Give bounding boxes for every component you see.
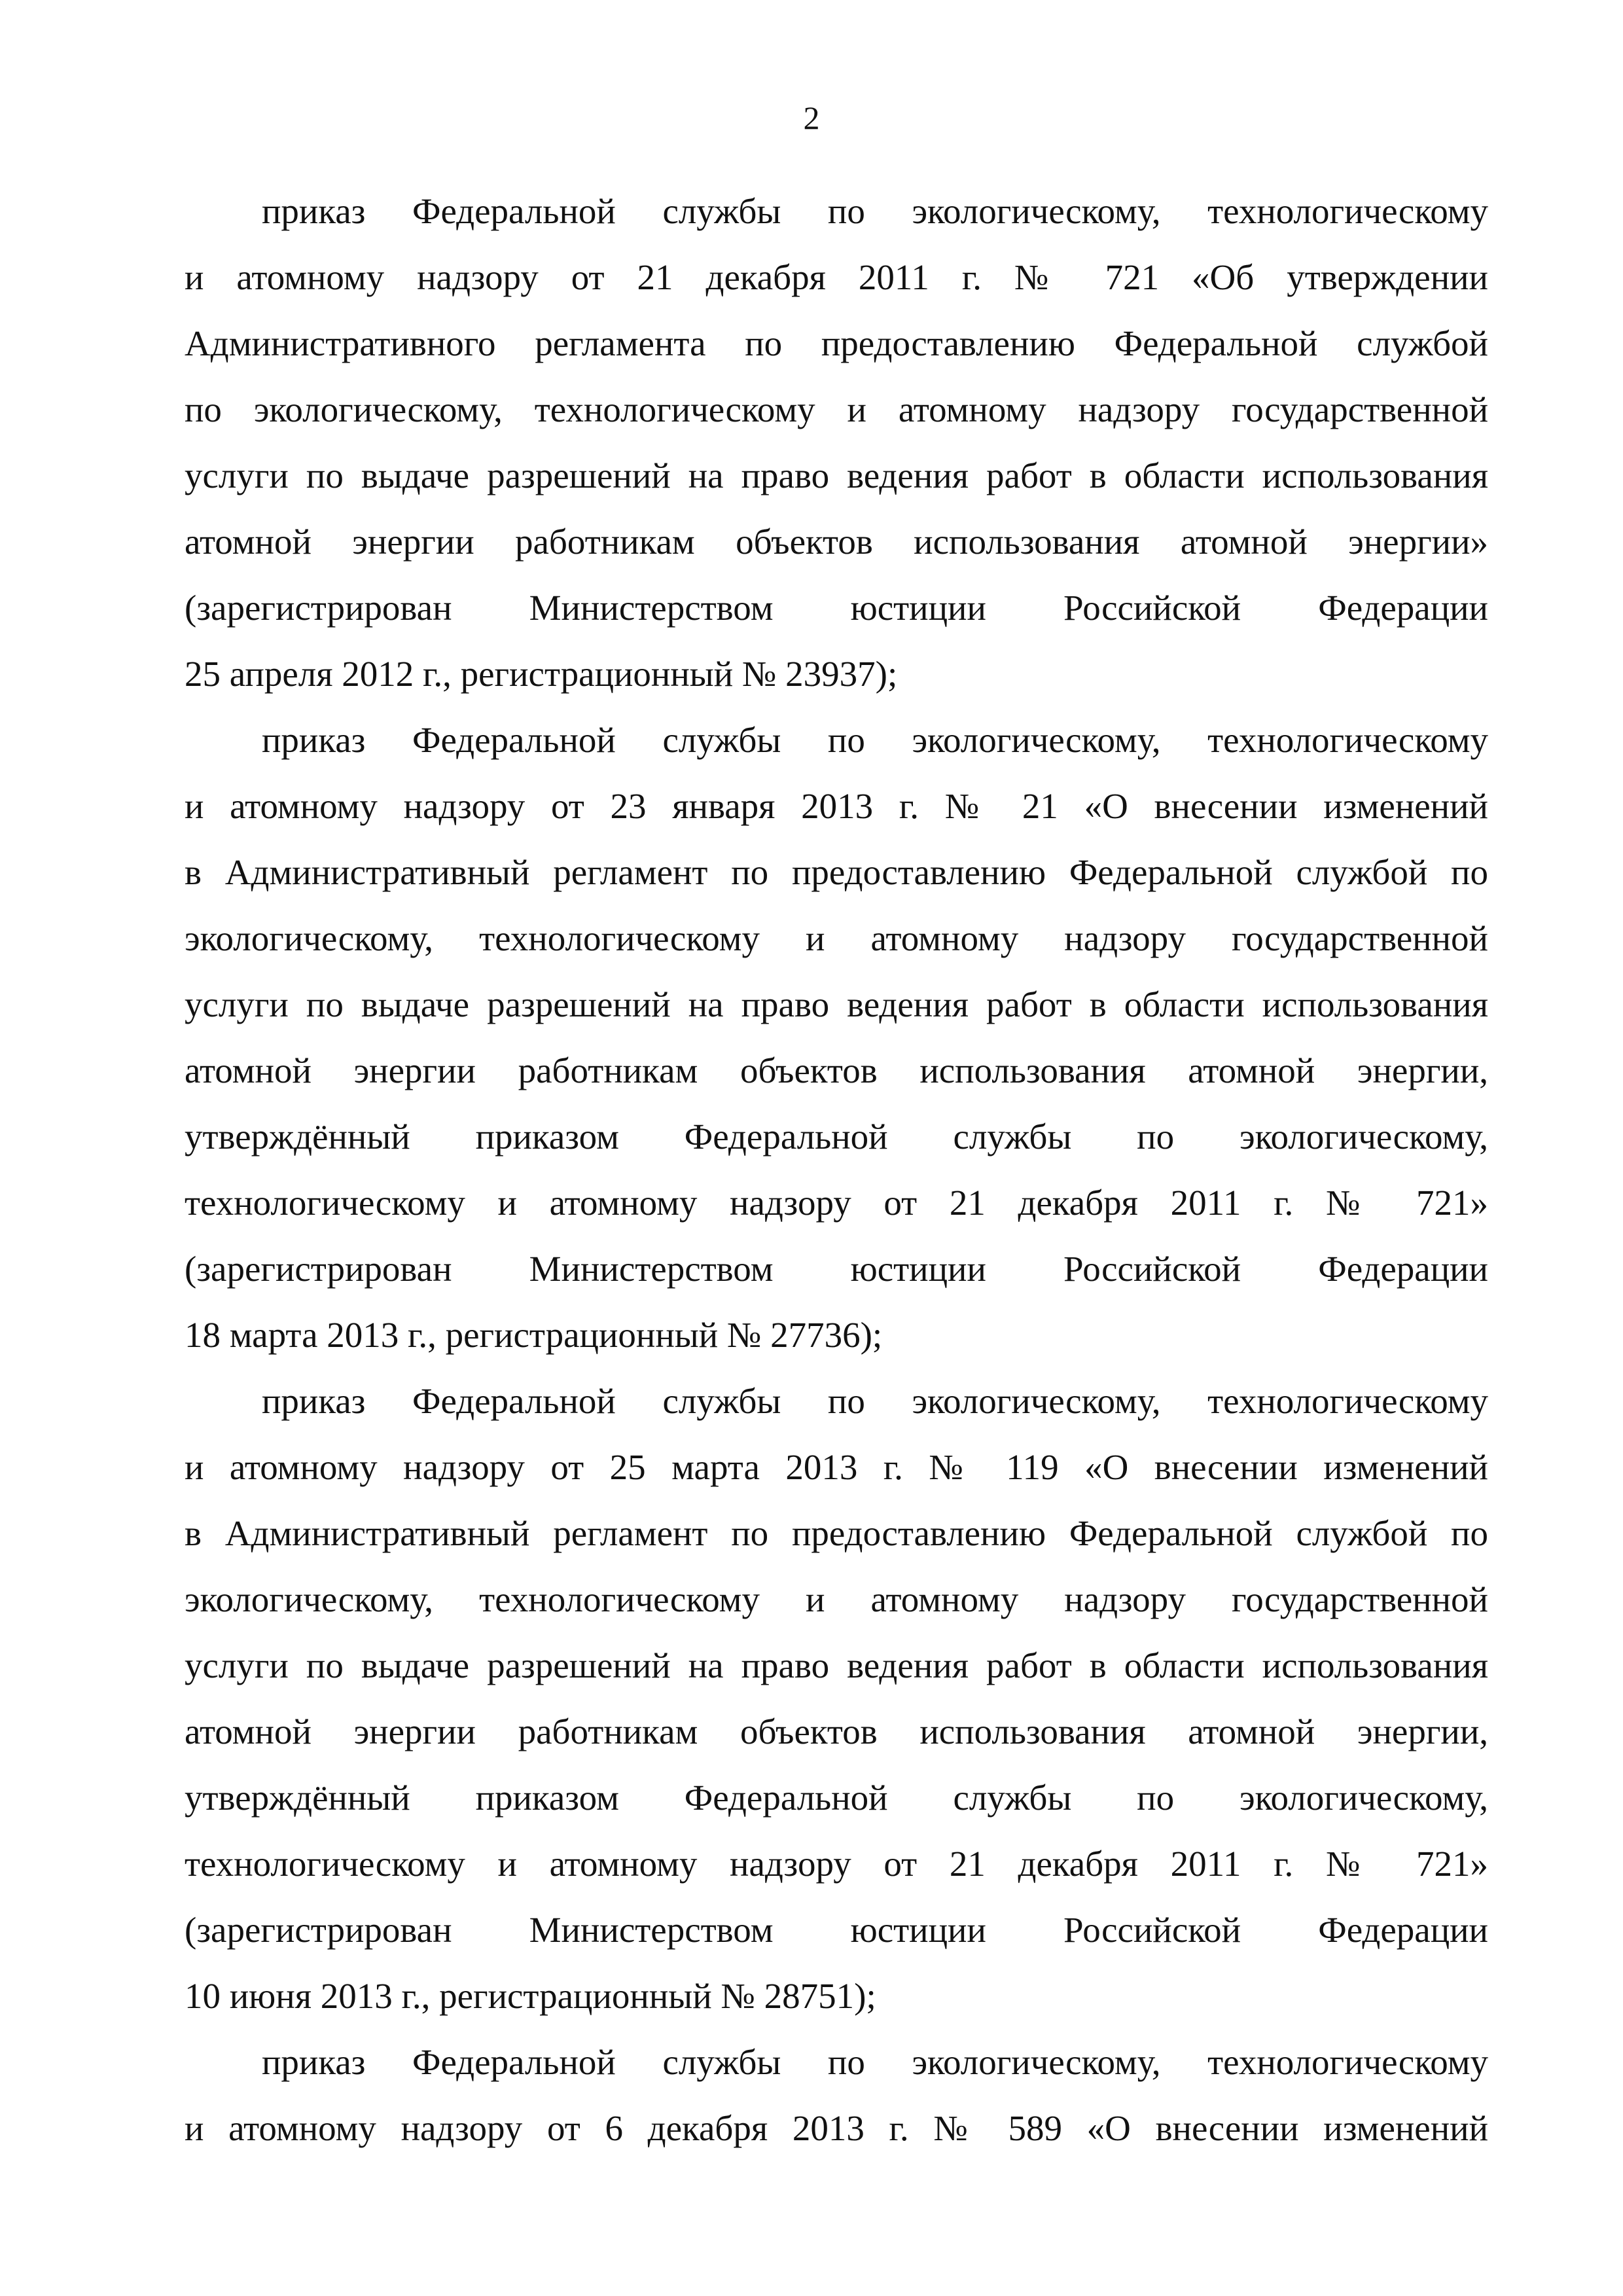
text-line: (зарегистрирован Министерством юстиции Российской Федерации bbox=[185, 1249, 1488, 1289]
text-line: и атомному надзору от 21 декабря 2011 г. № 721 «Об утверждении bbox=[185, 257, 1488, 297]
text-line: в Административный регламент по предоставлению Федеральной службой по bbox=[185, 852, 1488, 892]
text-line: атомной энергии работникам объектов использования атомной энергии, bbox=[185, 1712, 1488, 1751]
text-line: экологическому, технологическому и атомному надзору государственной bbox=[185, 1579, 1488, 1619]
paragraph-order-721 bbox=[185, 178, 1488, 707]
page-number: 2 bbox=[803, 99, 820, 136]
text-line: утверждённый приказом Федеральной службы по экологическому, bbox=[185, 1778, 1488, 1818]
text-line: атомной энергии работникам объектов использования атомной энергии, bbox=[185, 1050, 1488, 1090]
text-line: услуги по выдаче разрешений на право ведения работ в области использования bbox=[185, 984, 1488, 1024]
paragraph-order-589 bbox=[185, 2029, 1488, 2161]
text-line: услуги по выдаче разрешений на право ведения работ в области использования bbox=[185, 1645, 1488, 1685]
text-line: и атомному надзору от 23 января 2013 г. № 21 «О внесении изменений bbox=[185, 786, 1488, 826]
text-line: приказ Федеральной службы по экологическому, технологическому bbox=[262, 191, 1488, 231]
text-line: технологическому и атомному надзору от 21 декабря 2011 г. № 721» bbox=[185, 1844, 1488, 1884]
text-line: Административного регламента по предоставлению Федеральной службой bbox=[185, 323, 1488, 363]
text-line: атомной энергии работникам объектов использования атомной энергии» bbox=[185, 522, 1488, 562]
text-line: и атомному надзору от 6 декабря 2013 г. № 589 «О внесении изменений bbox=[185, 2108, 1488, 2148]
text-line: экологическому, технологическому и атомному надзору государственной bbox=[185, 918, 1488, 958]
text-line: приказ Федеральной службы по экологическому, технологическому bbox=[262, 2042, 1488, 2082]
text-line: утверждённый приказом Федеральной службы по экологическому, bbox=[185, 1117, 1488, 1157]
document-body bbox=[185, 178, 1488, 2161]
paragraph-order-21 bbox=[185, 707, 1488, 1368]
text-line: приказ Федеральной службы по экологическому, технологическому bbox=[262, 1381, 1488, 1421]
text-line: (зарегистрирован Министерством юстиции Российской Федерации bbox=[185, 588, 1488, 628]
text-line: в Административный регламент по предоставлению Федеральной службой по bbox=[185, 1513, 1488, 1553]
text-line: 25 апреля 2012 г., регистрационный № 23937); bbox=[185, 654, 898, 694]
text-line: услуги по выдаче разрешений на право ведения работ в области использования bbox=[185, 456, 1488, 495]
text-line: технологическому и атомному надзору от 21 декабря 2011 г. № 721» bbox=[185, 1183, 1488, 1223]
text-line: 10 июня 2013 г., регистрационный № 28751); bbox=[185, 1976, 876, 2016]
text-line: и атомному надзору от 25 марта 2013 г. № 119 «О внесении изменений bbox=[185, 1447, 1488, 1487]
text-line: приказ Федеральной службы по экологическому, технологическому bbox=[262, 720, 1488, 760]
text-line: (зарегистрирован Министерством юстиции Российской Федерации bbox=[185, 1910, 1488, 1950]
text-line: 18 марта 2013 г., регистрационный № 27736); bbox=[185, 1315, 883, 1355]
paragraph-order-119 bbox=[185, 1368, 1488, 2029]
text-line: по экологическому, технологическому и атомному надзору государственной bbox=[185, 389, 1488, 429]
